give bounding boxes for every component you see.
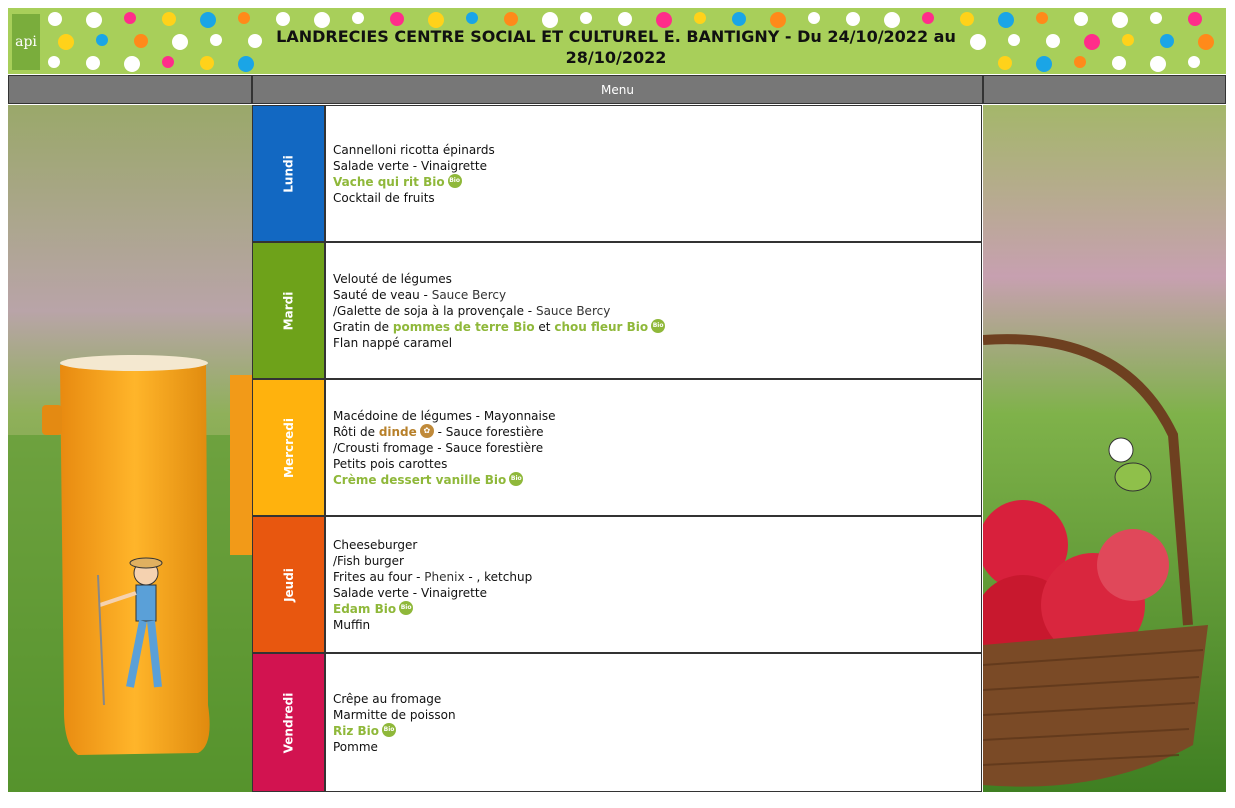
poultry-icon: ✿ [420, 424, 434, 438]
confetti-dot [922, 12, 934, 24]
confetti-dot [248, 34, 262, 48]
bio-icon: Bio [382, 723, 396, 737]
confetti-dot [846, 12, 860, 26]
confetti-dot [238, 12, 250, 24]
confetti-dot [1036, 56, 1052, 72]
menu-header-bar [252, 75, 983, 104]
confetti-dot [124, 56, 140, 72]
dish: Salade verte - Vinaigrette [333, 585, 487, 600]
bio-icon: Bio [399, 601, 413, 615]
confetti-dot [1084, 34, 1100, 50]
confetti-dot [618, 12, 632, 26]
dish: /Crousti fromage - Sauce forestière [333, 440, 544, 455]
dish: Frites au four - Phenix - , ketchup [333, 569, 533, 584]
boot-illustration [8, 105, 252, 792]
confetti-dot [238, 56, 254, 72]
day-row-lundi [252, 105, 982, 242]
confetti-dot [48, 56, 60, 68]
dish: Cheeseburger [333, 537, 418, 552]
confetti-dot [86, 12, 102, 28]
dish: Macédoine de légumes - Mayonnaise [333, 408, 556, 423]
api-logo: api [12, 14, 40, 70]
day-row-mercredi [252, 379, 982, 516]
confetti-dot [276, 12, 290, 26]
confetti-dot [172, 34, 188, 50]
dish-list [333, 380, 556, 515]
confetti-dot [998, 56, 1012, 70]
day-tab-vendredi: Vendredi [253, 654, 326, 791]
confetti-dot [504, 12, 518, 26]
dish: /Galette de soja à la provençale - Sauce Bercy [333, 303, 611, 318]
dish: Flan nappé caramel [333, 335, 453, 350]
confetti-dot [1008, 34, 1020, 46]
right-header-bar [983, 75, 1226, 104]
confetti-dot [1160, 34, 1174, 48]
dish: Marmitte de poisson [333, 707, 456, 722]
confetti-dot [808, 12, 820, 24]
confetti-dot [390, 12, 404, 26]
day-row-jeudi [252, 516, 982, 653]
dish-list [333, 106, 495, 241]
confetti-dot [1188, 12, 1202, 26]
confetti-dot [580, 12, 592, 24]
confetti-dot [1074, 12, 1088, 26]
day-tab-mercredi: Mercredi [253, 380, 326, 515]
dish: /Fish burger [333, 553, 404, 568]
dish: Salade verte - Vinaigrette [333, 158, 487, 173]
dish: Cannelloni ricotta épinards [333, 142, 495, 157]
bio-icon: Bio [448, 174, 462, 188]
confetti-dot [200, 12, 216, 28]
dish: Edam Bio Bio [333, 601, 412, 616]
confetti-dot [466, 12, 478, 24]
dish: Pomme [333, 739, 378, 754]
confetti-dot [124, 12, 136, 24]
bio-icon: Bio [651, 319, 665, 333]
confetti-dot [162, 56, 174, 68]
dish: Crème dessert vanille Bio Bio [333, 472, 522, 487]
confetti-dot [352, 12, 364, 24]
dish: Sauté de veau - Sauce Bercy [333, 287, 507, 302]
menu-label: Menu [601, 82, 634, 97]
confetti-dot [134, 34, 148, 48]
confetti-dot [694, 12, 706, 24]
dish-list [333, 517, 532, 652]
confetti-dot [998, 12, 1014, 28]
dish-list [333, 243, 665, 378]
confetti-dot [96, 34, 108, 46]
confetti-dot [1112, 12, 1128, 28]
dish: Cocktail de fruits [333, 190, 435, 205]
dish: Rôti de dinde ✿ - Sauce forestière [333, 424, 544, 439]
confetti-dot [1074, 56, 1086, 68]
confetti-dot [960, 12, 974, 26]
confetti-dot [58, 34, 74, 50]
bio-icon: Bio [509, 472, 523, 486]
header-banner [8, 8, 1226, 74]
dish: Muffin [333, 617, 371, 632]
day-row-vendredi [252, 653, 982, 792]
left-header-bar [8, 75, 252, 104]
dish: Petits pois carottes [333, 456, 448, 471]
page-title: LANDRECIES CENTRE SOCIAL ET CULTUREL E. BANTIGNY - Du 24/10/2022 au 28/10/2022 [276, 27, 956, 67]
confetti-dot [1150, 12, 1162, 24]
confetti-dot [1112, 56, 1126, 70]
confetti-dot [200, 56, 214, 70]
dish: Riz Bio Bio [333, 723, 395, 738]
confetti-dot [1150, 56, 1166, 72]
confetti-dot [970, 34, 986, 50]
confetti-dot [162, 12, 176, 26]
confetti-dot [210, 34, 222, 46]
confetti-dot [1036, 12, 1048, 24]
apple-basket-illustration [983, 105, 1226, 792]
dish: Velouté de légumes [333, 271, 452, 286]
dish: Vache qui rit Bio Bio [333, 174, 460, 189]
day-row-mardi [252, 242, 982, 379]
confetti-dot [1198, 34, 1214, 50]
confetti-dot [1188, 56, 1200, 68]
confetti-dot [1122, 34, 1134, 46]
confetti-dot [48, 12, 62, 26]
confetti-dot [732, 12, 746, 26]
confetti-dot [86, 56, 100, 70]
dish-list [333, 654, 456, 791]
confetti-dot [1046, 34, 1060, 48]
dish: Gratin de pommes de terre Bio et chou fleur Bio Bio [333, 319, 664, 334]
day-tab-mardi: Mardi [253, 243, 326, 378]
day-tab-jeudi: Jeudi [253, 517, 326, 652]
dish: Crêpe au fromage [333, 691, 442, 706]
day-tab-lundi: Lundi [253, 106, 326, 241]
